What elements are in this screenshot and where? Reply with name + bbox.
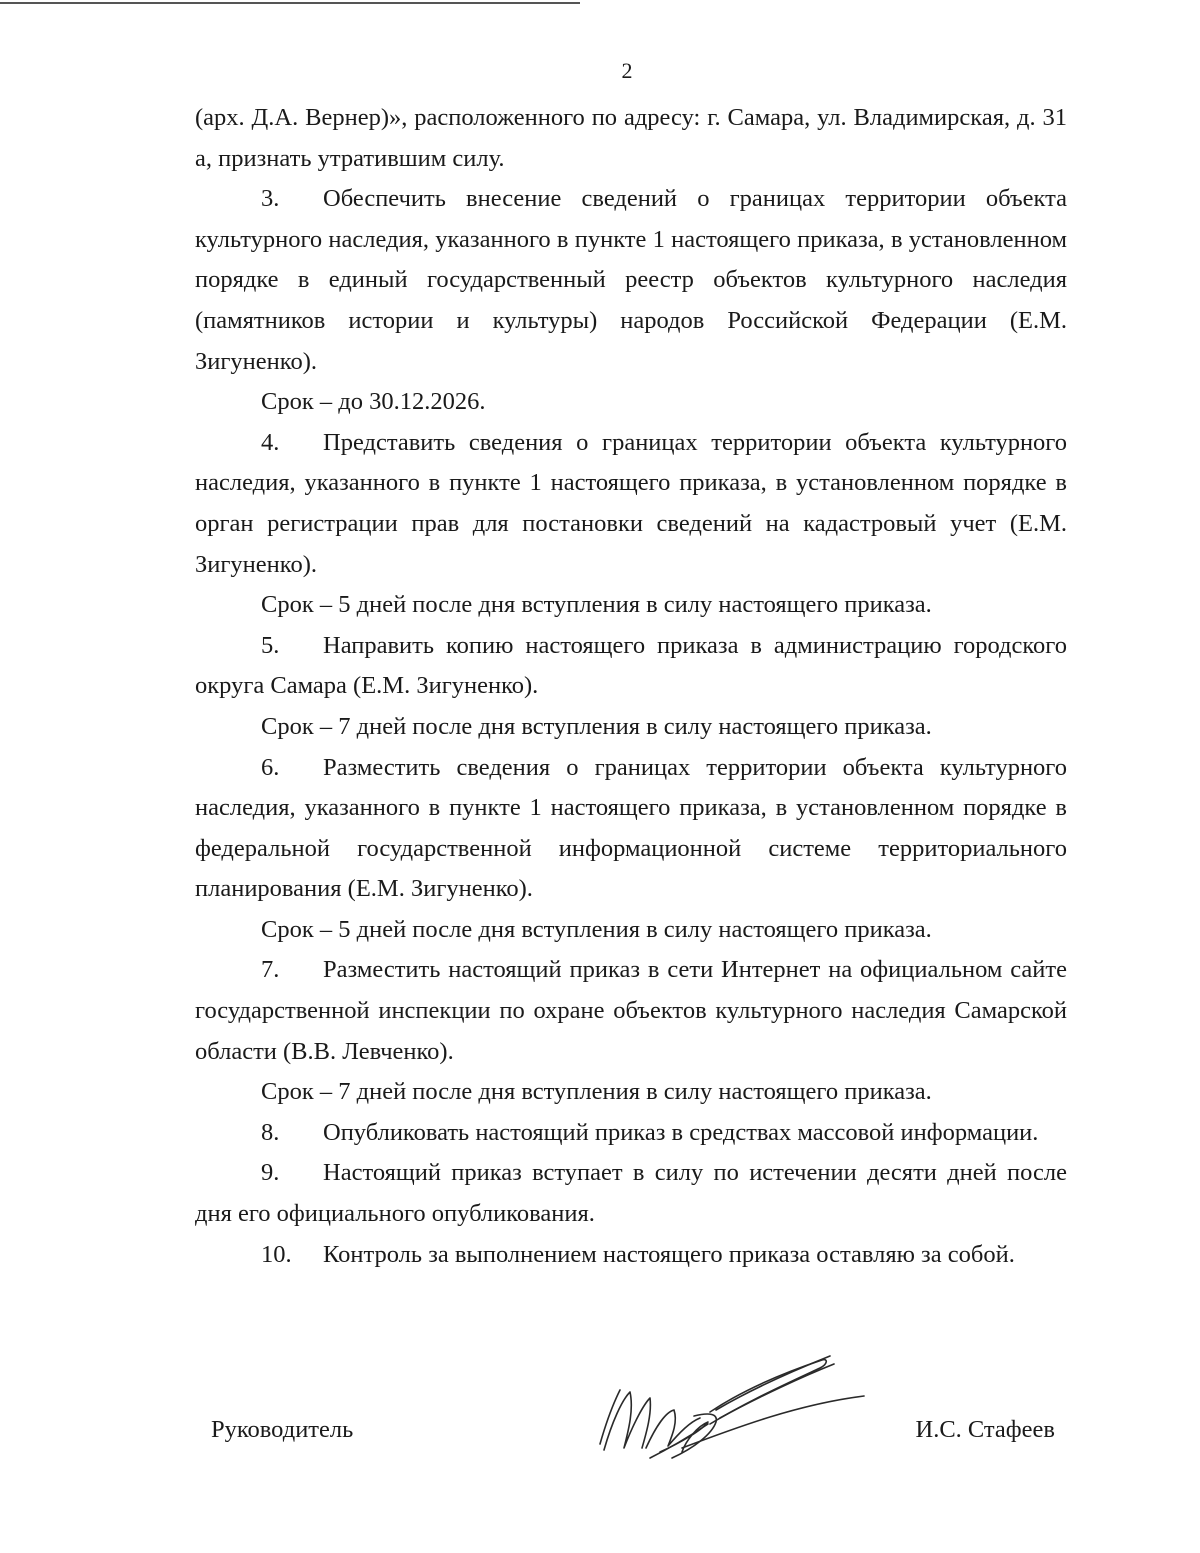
item-number: 5. — [261, 631, 280, 659]
signature-block — [195, 1416, 1067, 1456]
list-item-8 — [195, 1113, 1067, 1154]
item-text: Направить копию настоящего приказа в администрацию городского округа Самара (Е.М. Зигуненко). — [195, 631, 1067, 700]
item-number: 3. — [261, 185, 280, 213]
term-3: Срок – до 30.12.2026. — [261, 388, 486, 416]
document-body — [195, 98, 1067, 1275]
list-item-5 — [195, 626, 1067, 707]
term-4: Срок – 5 дней после дня вступления в силу настоящего приказа. — [261, 591, 932, 619]
item-text: Опубликовать настоящий приказ в средствах массовой информации. — [323, 1118, 1039, 1146]
item-number: 9. — [261, 1159, 280, 1187]
list-item-7 — [195, 950, 1067, 1072]
paragraph-continuation: (арх. Д.А. Вернер)», расположенного по адресу: г. Самара, ул. Владимирская, д. 31 а, признать утратившим силу. — [195, 104, 1067, 172]
item-text: Настоящий приказ вступает в силу по истечении десяти дней после дня его официального опубликования. — [195, 1159, 1067, 1228]
term-6: Срок – 5 дней после дня вступления в силу настоящего приказа. — [261, 915, 932, 943]
item-text: Представить сведения о границах территории объекта культурного наследия, указанного в пункте 1 настоящего приказа, в установленном порядке в орган регистрации прав для постановки сведений на кадастровый учет (Е.М. Зигуненко). — [195, 428, 1067, 578]
term-7: Срок – 7 дней после дня вступления в силу настоящего приказа. — [261, 1078, 932, 1106]
item-text: Разместить сведения о границах территории объекта культурного наследия, указанного в пункте 1 настоящего приказа, в установленном порядке в федеральной государственной информационной системе территориального планирования (Е.М. Зигуненко). — [195, 753, 1067, 903]
item-number: 8. — [261, 1118, 280, 1146]
item-text: Обеспечить внесение сведений о границах территории объекта культурного наследия, указанного в пункте 1 настоящего приказа, в установленном порядке в единый государственный реестр объектов культурного наследия (памятников истории и культуры) народов Российской Федерации (Е.М. Зигуненко). — [195, 185, 1067, 375]
list-item-10 — [195, 1235, 1067, 1276]
term-5: Срок – 7 дней после дня вступления в силу настоящего приказа. — [261, 712, 932, 740]
item-number: 7. — [261, 956, 280, 984]
list-item-4 — [195, 423, 1067, 585]
list-item-3 — [195, 179, 1067, 382]
item-text: Контроль за выполнением настоящего приказа оставляю за собой. — [323, 1240, 1015, 1268]
item-number: 4. — [261, 428, 280, 456]
list-item-6 — [195, 748, 1067, 910]
scan-edge-line — [0, 2, 580, 4]
page-number: 2 — [621, 58, 633, 83]
item-number: 10. — [261, 1240, 292, 1268]
item-text: Разместить настоящий приказ в сети Интернет на официальном сайте государственной инспекции по охране объектов культурного наследия Самарской области (В.В. Левченко). — [195, 956, 1067, 1065]
signer-title: Руководитель — [211, 1416, 354, 1443]
item-number: 6. — [261, 753, 280, 781]
signer-name: И.С. Стафеев — [915, 1416, 1055, 1443]
list-item-9 — [195, 1153, 1067, 1234]
